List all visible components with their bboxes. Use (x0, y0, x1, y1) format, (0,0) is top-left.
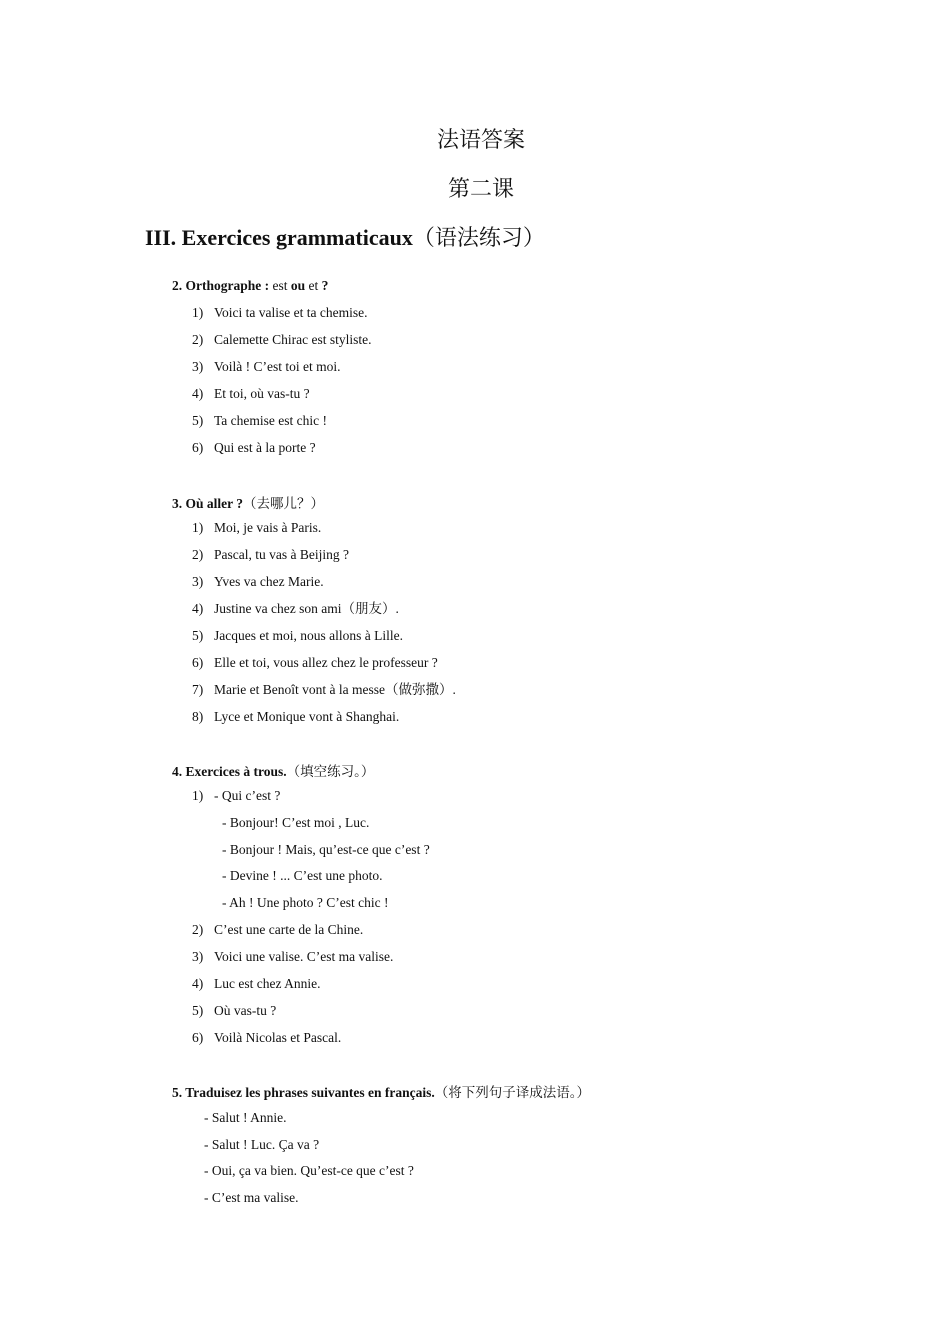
list-item: 5) Où vas-tu ? (192, 1003, 277, 1018)
list-item: 6) Voilà Nicolas et Pascal. (192, 1030, 342, 1045)
list-item: 1) Moi, je vais à Paris. (192, 520, 322, 535)
page-title: 法语答案 (436, 127, 525, 152)
list-item: 2) Calemette Chirac est styliste. (192, 332, 372, 347)
translation-line: - Oui, ça va bien. Qu’est-ce que c’est ? (204, 1163, 414, 1178)
list-item: 3) Yves va chez Marie. (192, 574, 324, 589)
list-item: 7) Marie et Benoît vont à la messe（做弥撒）. (192, 682, 456, 697)
list-item: 5) Ta chemise est chic ! (192, 413, 328, 428)
heading-fr: III. Exercices grammaticaux (145, 225, 413, 250)
dialogue-line: - Bonjour ! Mais, qu’est-ce que c’est ? (222, 842, 430, 857)
exercise-4-list (192, 922, 393, 1057)
translation-line: - C’est ma valise. (204, 1190, 299, 1205)
exercise-3-label: 3. Où aller ?（去哪儿？） (172, 496, 325, 511)
exercise-4-first (192, 788, 280, 815)
list-item: 4) Luc est chez Annie. (192, 976, 321, 991)
lesson-title: 第二课 (447, 176, 514, 201)
list-item: 1) - Qui c’est ? (192, 788, 281, 803)
dialogue-line: - Bonjour! C’est moi , Luc. (222, 815, 370, 830)
list-item: 4) Justine va chez son ami（朋友）. (192, 601, 399, 616)
exercise-2-list (192, 305, 371, 467)
list-item: 8) Lyce et Monique vont à Shanghai. (192, 709, 400, 724)
exercise-2-label: 2. Orthographe : est ou et ? (172, 278, 329, 293)
section-heading (145, 221, 545, 252)
heading-cn: （语法练习） (412, 225, 545, 250)
list-item: 6) Qui est à la porte ? (192, 440, 316, 455)
list-item: 3) Voici une valise. C’est ma valise. (192, 949, 394, 964)
translation-line: - Salut ! Luc. Ça va ? (204, 1137, 320, 1152)
list-item: 3) Voilà ! C’est toi et moi. (192, 359, 341, 374)
list-item: 5) Jacques et moi, nous allons à Lille. (192, 628, 403, 643)
exercise-5-label: 5. Traduisez les phrases suivantes en français.（将下列句子译成法语。） (172, 1085, 591, 1100)
list-item: 2) C’est une carte de la Chine. (192, 922, 364, 937)
exercise-4-label: 4. Exercices à trous.（填空练习。） (172, 764, 375, 779)
list-item: 1) Voici ta valise et ta chemise. (192, 305, 368, 320)
list-item: 4) Et toi, où vas-tu ? (192, 386, 310, 401)
list-item: 6) Elle et toi, vous allez chez le professeur ? (192, 655, 438, 670)
translation-line: - Salut ! Annie. (204, 1110, 287, 1125)
exercise-3-list (192, 520, 456, 736)
list-item: 2) Pascal, tu vas à Beijing ? (192, 547, 349, 562)
dialogue-line: - Ah ! Une photo ? C’est chic ! (222, 895, 389, 910)
dialogue-line: - Devine ! ... C’est une photo. (222, 868, 383, 883)
